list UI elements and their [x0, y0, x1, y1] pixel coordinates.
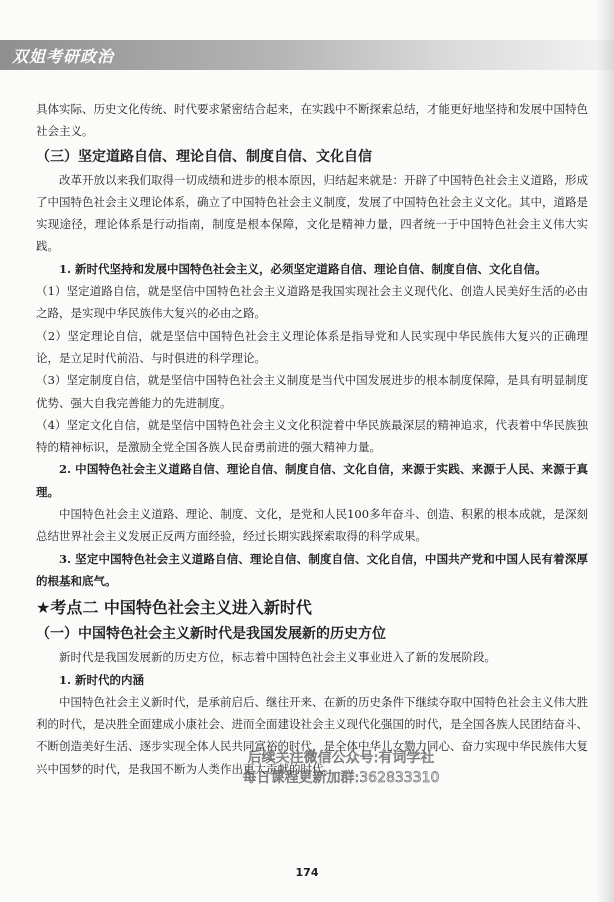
paragraph: 改革开放以来我们取得一切成绩和进步的根本原因，归结起来就是：开辟了中国特色社会主义道路，形成了中国特色社会主义理论体系，确立了中国特色社会主义制度，发展了中国特色社会主义文化。其中，道路是实现途径，理论体系是行动指南，制度是根本保障，文化是精神力量，四者统一于中国特色社会主义伟大实践。 — [36, 172, 588, 254]
watermark-line: 每日课程更新加群:362833310 — [242, 770, 440, 786]
key-point-heading: ★考点二 中国特色社会主义进入新时代 — [36, 598, 312, 618]
page-number: 174 — [295, 866, 319, 879]
section-heading: （一）中国特色社会主义新时代是我国发展新的历史方位 — [36, 626, 386, 643]
list-item: （2）坚定理论自信，就是坚信中国特色社会主义理论体系是指导党和人民实现中华民族伟大复兴的正确理论，是立足时代前沿、与时俱进的科学理论。 — [36, 328, 588, 365]
list-item: （4）坚定文化自信，就是坚信中国特色社会主义文化积淀着中华民族最深层的精神追求，代表着中华民族独特的精神标识，是激励全党全国各族人民奋勇前进的强大精神力量。 — [36, 417, 588, 455]
section-heading: （三）坚定道路自信、理论自信、制度自信、文化自信 — [36, 148, 372, 165]
watermark-line: 后续关注微信公众号:有词学社 — [247, 750, 435, 766]
subheading: 1. 新时代的内涵 — [59, 672, 145, 687]
numbered-point: 1. 新时代坚持和发展中国特色社会主义，必须坚定道路自信、理论自信、制度自信、文化自信。 — [59, 261, 547, 276]
list-item: （3）坚定制度自信，就是坚信中国特色社会主义制度是当代中国发展进步的根本制度保障，是具有明显制度优势、强大自我完善能力的先进制度。 — [36, 373, 588, 410]
book-title: 双姐考研政治 — [12, 47, 115, 66]
paragraph: 具体实际、历史文化传统、时代要求紧密结合起来，在实践中不断探索总结，才能更好地坚持和发展中国特色社会主义。 — [36, 102, 588, 139]
page-content — [36, 98, 588, 780]
page-edge-shadow — [596, 0, 614, 902]
numbered-point: 3. 坚定中国特色社会主义道路自信、理论自信、制度自信、文化自信，中国共产党和中国人民有着深厚的根基和底气。 — [36, 551, 588, 588]
paragraph: 中国特色社会主义新时代，是承前启后、继往开来、在新的历史条件下继续夺取中国特色社会主义伟大胜利的时代，是决胜全面建成小康社会、进而全面建设社会主义现代化强国的时代，是全国各族人民团结奋斗、不断创造美好生活、逐步实现全体人民共同富裕的时代，是全体中华儿女勠力同心、奋力实现中华民族伟大复兴中国梦的时代，是我国不断为人类作出更大贡献的时代。 — [36, 694, 588, 776]
list-item: （1）坚定道路自信，就是坚信中国特色社会主义道路是我国实现社会主义现代化、创造人民美好生活的必由之路，是实现中华民族伟大复兴的必由之路。 — [36, 284, 588, 321]
paragraph: 中国特色社会主义道路、理论、制度、文化，是党和人民100多年奋斗、创造、积累的根本成就，是深刻总结世界社会主义发展正反两方面经验，经过长期实践探索取得的科学成果。 — [36, 507, 588, 544]
paragraph: 新时代是我国发展新的历史方位，标志着中国特色社会主义事业进入了新的发展阶段。 — [59, 650, 496, 665]
watermark — [226, 748, 456, 788]
numbered-point: 2. 中国特色社会主义道路自信、理论自信、制度自信、文化自信，来源于实践、来源于人民、来源于真理。 — [36, 462, 588, 499]
header-band — [0, 40, 614, 70]
